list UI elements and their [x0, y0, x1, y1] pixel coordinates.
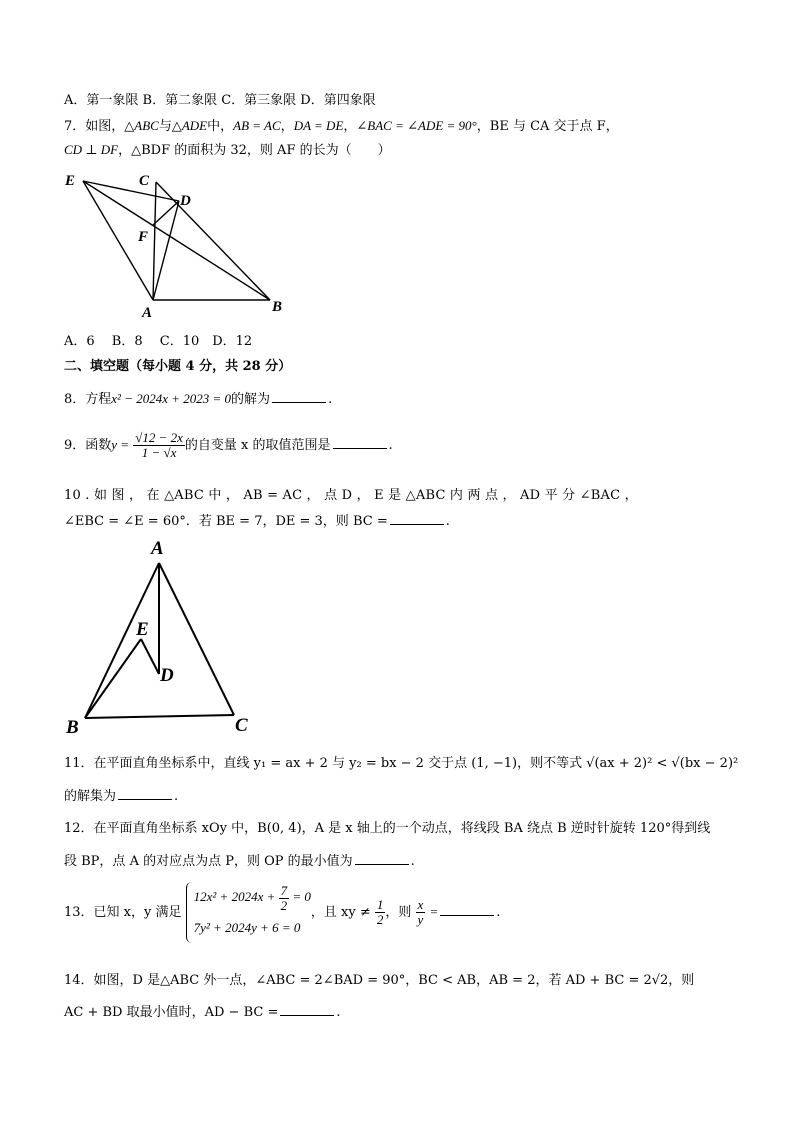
q7-options: A．6 B．8 C．10 D．12	[64, 334, 253, 349]
q10-label-A: A	[151, 538, 164, 559]
q13-system: 12x² + 2024x + $\frac{7}{2}$ = 0 7y² + 2024y + 6 = 0	[186, 882, 311, 943]
answer-blank[interactable]	[390, 512, 444, 525]
q7-line1: 7．如图，△ABC与△ADE中，AB = AC，DA = DE，∠BAC = ∠ADE = 90°，BE 与 CA 交于点 F，	[64, 118, 619, 134]
q7-label-F: F	[138, 229, 149, 245]
q13: 13．已知 x，y 满足 12x² + 2024x + $\frac{7}{2}$ = 0 7y² + 2024y + 6 = 0 ，且 xy ≠ $\frac{1}{2}$ ，则 $\frac{x}{y}$ = .	[64, 882, 732, 943]
q7-label-E: E	[65, 173, 76, 189]
q12-line2: 段 BP，点 A 的对应点为点 P，则 OP 的最小值为 .	[64, 854, 415, 869]
q10-line2: ∠EBC = ∠E = 60°．若 BE = 7，DE = 3，则 BC = .	[64, 514, 450, 529]
answer-blank[interactable]	[272, 390, 326, 403]
section-title: 二、填空题（每小题 4 分，共 28 分）	[64, 359, 292, 374]
q7-label-C: C	[139, 173, 150, 189]
answer-blank[interactable]	[280, 1003, 334, 1016]
q10-line1: 10 . 如 图 ， 在 △ABC 中 ， AB = AC ， 点 D ， E 是 △ABC 内 两 点 ， AD 平 分 ∠BAC ，	[64, 488, 638, 503]
q10-label-E: E	[136, 619, 149, 640]
answer-blank[interactable]	[355, 852, 409, 865]
q7-figure	[60, 165, 300, 325]
q10-label-B: B	[66, 717, 79, 738]
q11-line1: 11．在平面直角坐标系中，直线 y₁ = ax + 2 与 y₂ = bx − 2 交于点 (1, −1)，则不等式 √(ax + 2)² < √(bx − 2)²	[64, 756, 739, 771]
q14-line2: AC + BD 取最小值时，AD − BC = .	[64, 1005, 341, 1020]
q8: 8．方程x² − 2024x + 2023 = 0的解为 .	[64, 391, 333, 407]
q11-line2: 的解集为 .	[64, 789, 179, 804]
q6-options: A．第一象限 B．第二象限 C．第三象限 D．第四象限	[64, 93, 376, 108]
q10-figure	[60, 535, 260, 745]
q9-fraction: $\frac{√12 - 2x}{1 - √x}$	[135, 430, 183, 460]
q7-label-D: D	[180, 193, 191, 209]
q9: 9．函数y = $\frac{√12 - 2x}{1 - √x}$ 的自变量 x 的取值范围是 .	[64, 430, 393, 460]
q14-line1: 14．如图，D 是△ABC 外一点，∠ABC = 2∠BAD = 90°，BC < AB，AB = 2，若 AD + BC = 2√2，则	[64, 973, 695, 988]
q7-line2: CD ⊥ DF，△BDF 的面积为 32，则 AF 的长为（ ）	[64, 142, 391, 158]
q10-label-C: C	[235, 715, 248, 736]
q12-line1: 12．在平面直角坐标系 xOy 中，B(0, 4)，A 是 x 轴上的一个动点，将线段 BA 绕点 B 逆时针旋转 120°得到线	[64, 821, 711, 836]
q10-label-D: D	[160, 665, 174, 686]
answer-blank[interactable]	[440, 903, 494, 916]
answer-blank[interactable]	[333, 436, 387, 449]
q7-label-A: A	[142, 305, 153, 321]
answer-blank[interactable]	[118, 787, 172, 800]
q7-label-B: B	[272, 299, 283, 315]
